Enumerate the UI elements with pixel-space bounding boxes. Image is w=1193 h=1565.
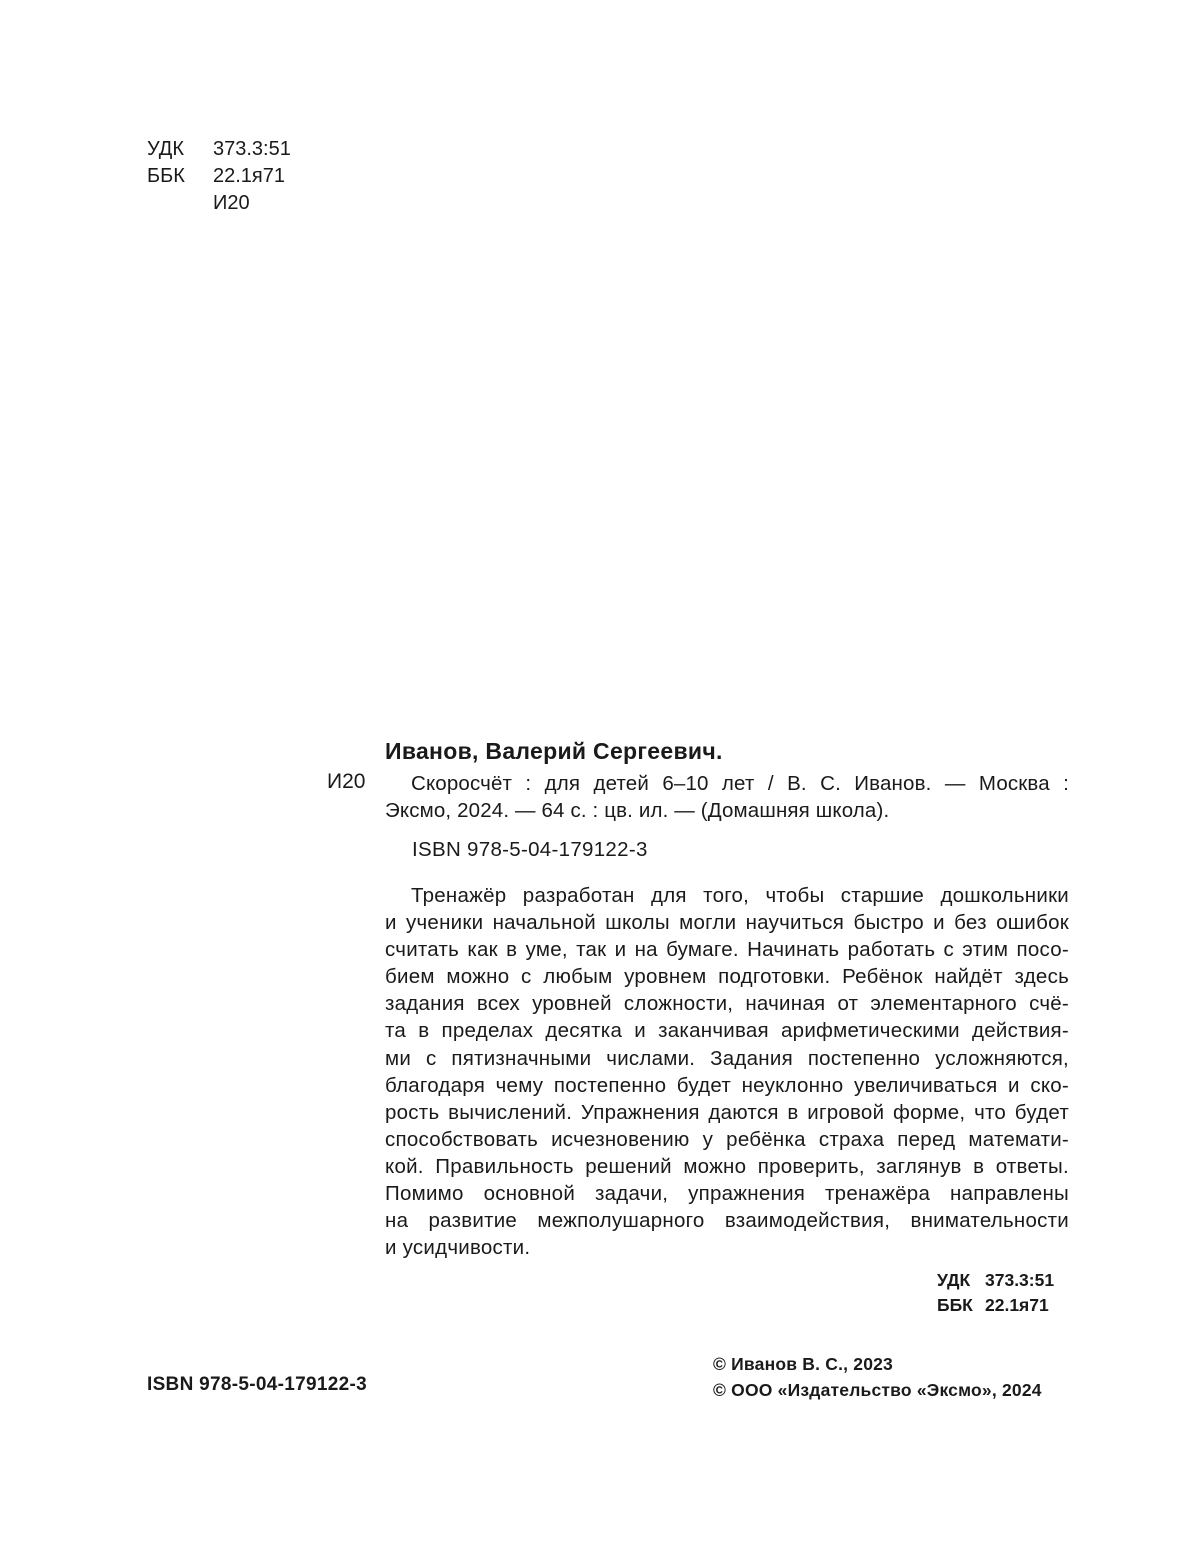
- card-bbk-label: ББК: [937, 1295, 973, 1315]
- annotation-line: и усидчивости.: [385, 1236, 531, 1260]
- annotation-line: благодаря чему постепенно будет неуклонно увеличиваться и ско-: [385, 1073, 1069, 1097]
- card-udk-label: УДК: [937, 1270, 971, 1290]
- title-line: Скоросчёт : для детей 6–10 лет / В. С. Иванов. — Москва :: [411, 772, 1069, 795]
- annotation-line: задания всех уровней сложности, начиная от элементарного счё-: [385, 992, 1069, 1016]
- card-bbk-value: 22.1я71: [985, 1295, 1049, 1315]
- footer-isbn: ISBN 978-5-04-179122-3: [147, 1374, 367, 1395]
- bbk-value: 22.1я71: [213, 165, 286, 187]
- card-isbn: ISBN 978-5-04-179122-3: [412, 838, 648, 861]
- card-title-description: [385, 770, 1069, 824]
- annotation-line: та в пределах десятка и заканчивая арифметическими действия-: [385, 1019, 1069, 1043]
- udk-label: УДК: [147, 138, 185, 160]
- annotation-line: кой. Правильность решений можно проверить, заглянув в ответы.: [385, 1154, 1069, 1178]
- udk-row: [147, 136, 291, 163]
- author-sign-value: И20: [213, 192, 250, 214]
- annotation-line: на развитие межполушарного взаимодействия, внимательности: [385, 1209, 1069, 1233]
- card-bbk-row: [937, 1293, 1054, 1318]
- title-line: Эксмо, 2024. — 64 с. : цв. ил. — (Домашняя школа).: [385, 799, 890, 823]
- copyright-block: [713, 1351, 1042, 1403]
- annotation-line: бием можно с любым уровнем подготовки. Ребёнок найдёт здесь: [385, 965, 1069, 989]
- copyright-author: © Иванов В. С., 2023: [713, 1354, 893, 1374]
- card-udk-row: [937, 1268, 1054, 1293]
- annotation-line: Тренажёр разработан для того, чтобы старшие дошкольники: [411, 884, 1069, 907]
- copyright-publisher: © ООО «Издательство «Эксмо», 2024: [713, 1380, 1042, 1400]
- author-sign-row: [147, 190, 291, 217]
- card-udk-value: 373.3:51: [985, 1270, 1055, 1290]
- annotation-line: ми с пятизначными числами. Задания постепенно усложняются,: [385, 1046, 1069, 1070]
- annotation-line: и ученики начальной школы могли научиться быстро и без ошибок: [385, 911, 1069, 935]
- bbk-row: [147, 163, 291, 190]
- classification-block: [147, 136, 291, 217]
- bbk-label: ББК: [147, 165, 185, 187]
- annotation-line: рость вычислений. Упражнения даются в игровой форме, что будет: [385, 1100, 1069, 1124]
- card-author-sign: И20: [327, 770, 366, 793]
- annotation-line: считать как в уме, так и на бумаге. Начинать работать с этим посо-: [385, 938, 1069, 962]
- card-classification: [937, 1268, 1054, 1318]
- annotation-line: способствовать исчезновению у ребёнка страха перед математи-: [385, 1127, 1069, 1151]
- card-annotation: [385, 882, 1069, 1261]
- udk-value: 373.3:51: [213, 138, 291, 160]
- annotation-line: Помимо основной задачи, упражнения тренажёра направлены: [385, 1182, 1069, 1206]
- card-author: Иванов, Валерий Сергеевич.: [385, 738, 723, 764]
- author-sign-label: [147, 190, 213, 217]
